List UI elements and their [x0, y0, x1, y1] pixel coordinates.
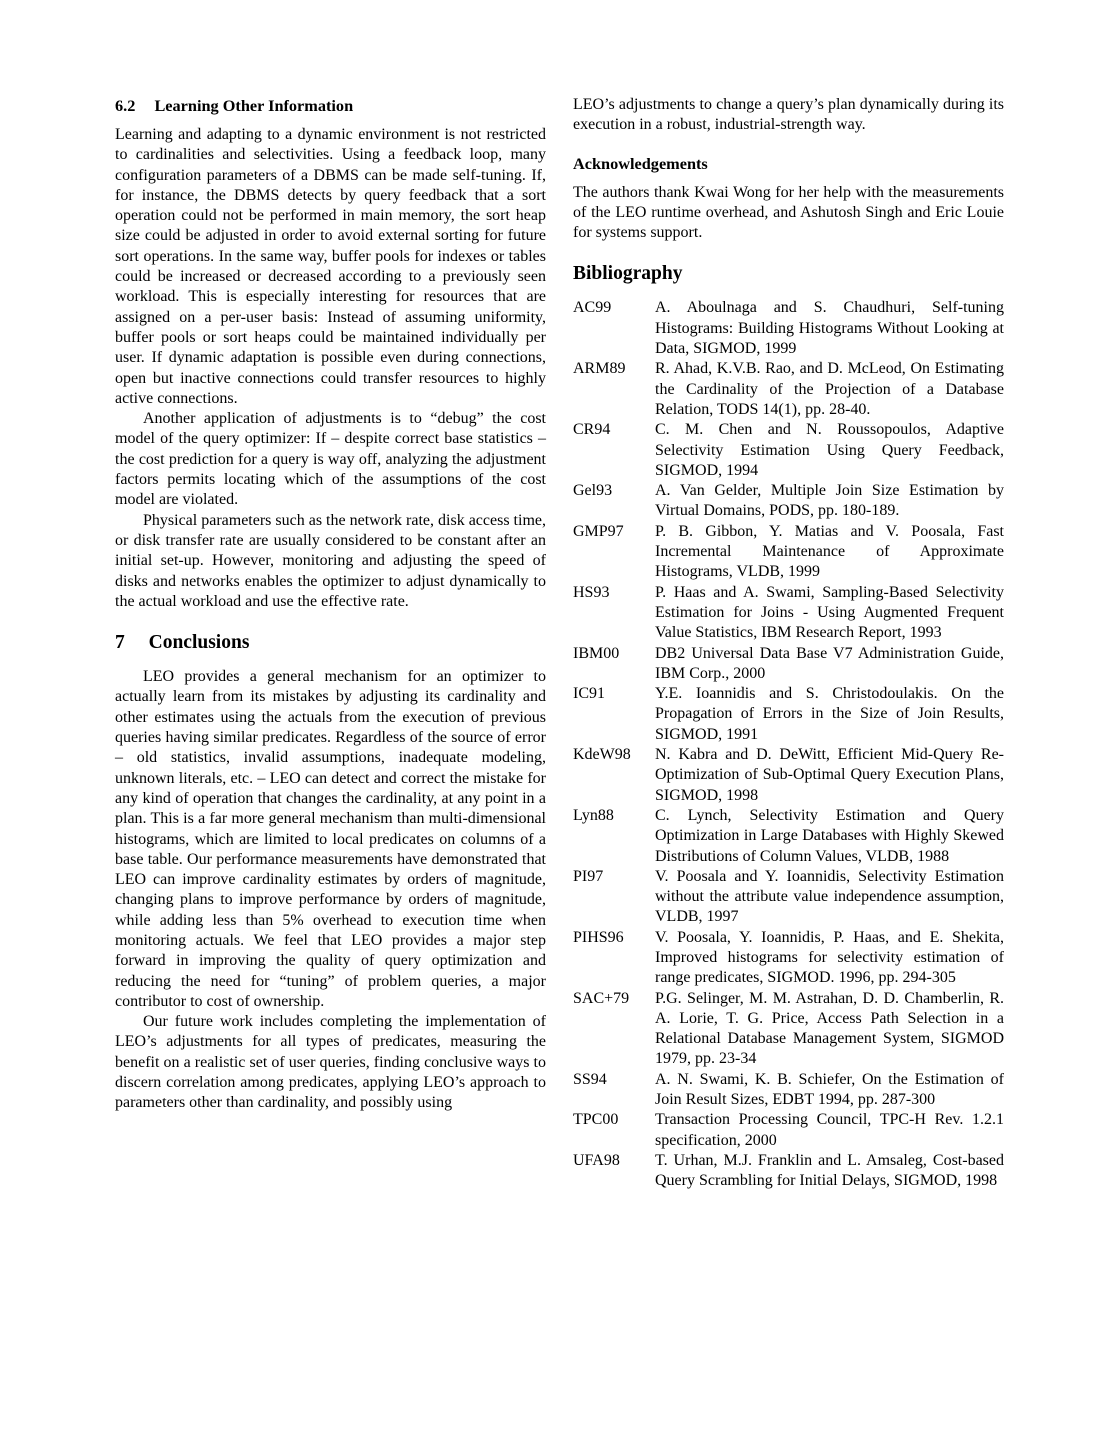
- bib-entry: [573, 928, 1004, 989]
- right-column: [573, 95, 1004, 1192]
- bib-text: C. Lynch, Selectivity Estimation and Query Optimization in Large Databases with Highly Skewed Distributions of Column Values, VLDB, 1988: [655, 806, 1004, 865]
- section-7-heading: [115, 631, 546, 655]
- bib-text: P. Haas and A. Swami, Sampling-Based Selectivity Estimation for Joins - Using Augmented Frequent Value Statistics, IBM Research Report, 1993: [655, 583, 1004, 642]
- bib-text: C. M. Chen and N. Roussopoulos, Adaptive Selectivity Estimation Using Query Feedback, SIGMOD, 1994: [655, 421, 1004, 479]
- bib-text: P.G. Selinger, M. M. Astrahan, D. D. Chamberlin, R. A. Lorie, T. G. Price, Access Path Selection in a Relational Database Management System, SIGMOD 1979, pp. 23-34: [655, 989, 1004, 1068]
- bibliography-heading: Bibliography: [573, 263, 683, 285]
- bib-label: KdeW98: [573, 746, 631, 764]
- bib-label: Lyn88: [573, 806, 614, 824]
- bib-entry: [573, 989, 1004, 1070]
- paragraph: Physical parameters such as the network rate, disk access time, or disk transfer rate are usually considered to be constant after an initial set-up. However, monitoring and adjusting the speed of disks and networks enables the optimizer to adjust dynamically to the actual workload and use the effective rate.: [115, 511, 546, 610]
- bib-entry: [573, 867, 1004, 928]
- bib-entry: [573, 481, 1004, 522]
- bib-label: CR94: [573, 421, 611, 439]
- bib-label: TPC00: [573, 1111, 619, 1129]
- acknowledgements-text: The authors thank Kwai Wong for her help with the measurements of the LEO runtime overhead, and Ashutosh Singh and Eric Louie for systems support.: [573, 183, 1004, 242]
- bib-entry: [573, 522, 1004, 583]
- bib-label: HS93: [573, 583, 610, 601]
- section-6-2-title: Learning Other Information: [154, 96, 354, 115]
- bib-text: A. Aboulnaga and S. Chaudhuri, Self-tuning Histograms: Building Histograms Without Looking at Data, SIGMOD, 1999: [655, 299, 1004, 358]
- continuation-paragraph: LEO’s adjustments to change a query’s plan dynamically during its execution in a robust, industrial-strength way.: [573, 96, 1004, 134]
- bib-label: IBM00: [573, 644, 620, 662]
- bib-text: Y.E. Ioannidis and S. Christodoulakis. On the Propagation of Errors in the Size of Join Results, SIGMOD, 1991: [655, 685, 1004, 743]
- bib-label: AC99: [573, 299, 612, 317]
- two-column-layout: [115, 95, 1004, 1192]
- bib-text: Transaction Processing Council, TPC-H Rev. 1.2.1 specification, 2000: [655, 1111, 1004, 1149]
- bib-entry: [573, 1110, 1004, 1151]
- paragraph: Our future work includes completing the implementation of LEO’s adjustments for all types of predicates, measuring the benefit on a realistic set of user queries, finding conclusive ways to discern correlation among predicates, applying LEO’s approach to parameters other than cardinality, and possibly using: [115, 1013, 546, 1112]
- bib-entry: [573, 644, 1004, 685]
- bib-label: PIHS96: [573, 928, 624, 946]
- bib-entry: [573, 1151, 1004, 1192]
- acknowledgements-heading: Acknowledgements: [573, 153, 708, 173]
- section-7-number: 7: [115, 632, 125, 654]
- section-6-2-number: 6.2: [115, 96, 136, 115]
- bib-entry: [573, 745, 1004, 806]
- bib-text: V. Poosala and Y. Ioannidis, Selectivity Estimation without the attribute value independence assumption, VLDB, 1997: [655, 867, 1004, 926]
- bib-label: IC91: [573, 685, 605, 703]
- bib-text: V. Poosala, Y. Ioannidis, P. Haas, and E. Shekita, Improved histograms for selectivity estimation of range predicates, SIGMOD. 1996, pp. 294-305: [655, 928, 1004, 987]
- bib-entry: [573, 298, 1004, 359]
- left-column: [115, 95, 546, 1192]
- bib-text: A. N. Swami, K. B. Schiefer, On the Estimation of Join Result Sizes, EDBT 1994, pp. 287-300: [655, 1070, 1004, 1109]
- bib-entry: [573, 684, 1004, 745]
- bib-text: A. Van Gelder, Multiple Join Size Estimation by Virtual Domains, PODS, pp. 180-189.: [655, 482, 1004, 520]
- bib-label: UFA98: [573, 1151, 620, 1169]
- bib-text: T. Urhan, M.J. Franklin and L. Amsaleg, Cost-based Query Scrambling for Initial Delays, SIGMOD, 1998: [655, 1151, 1004, 1190]
- bib-entry: [573, 1070, 1004, 1111]
- bib-label: SAC+79: [573, 989, 630, 1007]
- section-6-2-heading: [115, 95, 546, 116]
- bib-label: GMP97: [573, 522, 624, 540]
- bib-entry: [573, 359, 1004, 420]
- bib-label: Gel93: [573, 482, 613, 500]
- bib-entry: [573, 583, 1004, 644]
- bib-label: PI97: [573, 867, 604, 885]
- paragraph: LEO provides a general mechanism for an optimizer to actually learn from its mistakes by adjusting its cardinality and other estimates using the actuals from the execution of previous queries having similar predicates. Regardless of the source of error – old statistics, invalid assumptions, inadequate modeling, unknown literals, etc. – LEO can detect and correct the mistake for any kind of operation that changes the cardinality, at any point in a plan. This is a far more general mechanism than multi-dimensional histograms, which are limited to local predicates on columns of a base table. Our performance measurements have demonstrated that LEO can improve cardinality estimates by orders of magnitude, changing plans to improve performance by orders of magnitude, while adding less than 5% overhead to execution time when monitoring actuals. We feel that LEO provides a major step forward in improving the quality of query optimization and reducing the need for “tuning” of problem queries, a major contributor to cost of ownership.: [115, 668, 546, 1010]
- paragraph: Another application of adjustments is to “debug” the cost model of the query optimizer: If – despite correct base statistics – the cost prediction for a query is way off, analyzing the adjustment factors permits locating which of the assumptions of the cost model are violated.: [115, 410, 546, 509]
- paragraph: Learning and adapting to a dynamic environment is not restricted to cardinalities and selectivities. Using a feedback loop, many configuration parameters of a DBMS can be made self-tuning. If, for instance, the DBMS detects by query feedback that a sort operation could not be performed in main memory, the sort heap size could be adjusted in order to avoid external sorting for future sort operations. In the same way, buffer pools for indexes or tables could be increased or decreased according to a previously seen workload. This is especially interesting for resources that are assigned on a per-user basis: Instead of assuming uniformity, buffer pools or sort heaps could be maintained individually per user. If dynamic adaptation is possible even during connections, open but inactive connections could transfer resources to highly active connections.: [115, 126, 546, 407]
- bibliography-list: [573, 298, 1004, 1191]
- bib-text: R. Ahad, K.V.B. Rao, and D. McLeod, On Estimating the Cardinality of the Projection of a Database Relation, TODS 14(1), pp. 28-40.: [655, 360, 1004, 418]
- bib-text: N. Kabra and D. DeWitt, Efficient Mid-Query Re-Optimization of Sub-Optimal Query Execution Plans, SIGMOD, 1998: [655, 746, 1004, 804]
- bib-text: P. B. Gibbon, Y. Matias and V. Poosala, Fast Incremental Maintenance of Approximate Histograms, VLDB, 1999: [655, 522, 1004, 581]
- bib-entry: [573, 806, 1004, 867]
- bib-label: SS94: [573, 1070, 607, 1088]
- bib-text: DB2 Universal Data Base V7 Administration Guide, IBM Corp., 2000: [655, 644, 1004, 682]
- bib-entry: [573, 420, 1004, 481]
- bib-label: ARM89: [573, 360, 626, 378]
- section-7-title: Conclusions: [148, 632, 250, 654]
